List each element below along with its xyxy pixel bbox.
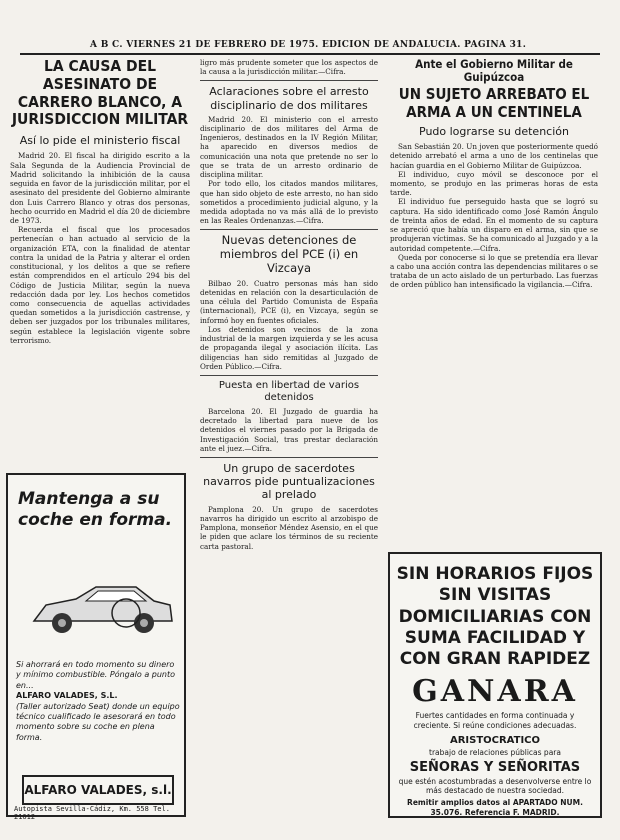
paragraph: San Sebastián 20. Un joven que posteriormente quedó detenido arrebató el arma a uno de los centinelas que hacían guardia en el Gobierno Militar de Guipúzcoa.	[390, 142, 598, 170]
ad-copy: trabajo de relaciones públicas para	[429, 747, 561, 757]
paragraph: Queda por conocerse si lo que se pretendía era llevar a cabo una acción contra las dependencias militares o se trataba de un acto aislado de un perturbado. Las fuerzas de orden público han intensificado la vigilancia.—Cifra.	[390, 252, 598, 290]
article-body	[200, 407, 378, 453]
divider	[200, 375, 378, 376]
ad-contact: Remitir amplios datos al APARTADO NUM. 35.076. Referencia F. MADRID.	[407, 798, 583, 817]
column-left	[10, 58, 190, 345]
divider	[200, 229, 378, 230]
divider	[200, 457, 378, 458]
job-ad	[388, 552, 602, 818]
dealer-address: Autopista Sevilla-Cádiz, Km. 558 Tel. 21612	[14, 805, 170, 821]
car-service-ad	[6, 473, 186, 821]
ad-copy: que estén acostumbradas a desenvolverse entre lo más destacado de nuestra sociedad.	[398, 776, 592, 796]
article-body	[200, 279, 378, 371]
ad-headline: Mantenga a su coche en forma.	[18, 489, 173, 531]
article-headline: UN SUJETO ARREBATO EL ARMA A UN CENTINELA	[398, 85, 590, 121]
article-body	[200, 505, 378, 551]
ad-copy: Fuertes cantidades en forma continuada y creciente. Si reúne condiciones adecuadas.	[413, 711, 577, 730]
article-headline: LA CAUSA DEL ASESINATO DE CARRERO BLANCO, A JURISDICCION MILITAR	[11, 57, 189, 129]
paragraph: El individuo, cuyo móvil se desconoce por el momento, se produjo en las primeras horas de esta tarde.	[390, 169, 598, 198]
article-subtitle: Así lo pide el ministerio fiscal	[19, 134, 181, 148]
ad-headline: SIN HORARIOS FIJOS SIN VISITAS DOMICILIARIAS CON SUMA FACILIDAD Y CON GRAN RAPIDEZ	[396, 564, 594, 669]
ad-copy-text: Si ahorrará en todo momento su dinero y mínimo combustible. Póngalo a punto en...	[16, 660, 176, 690]
dealer-name: ALFARO VALADES, S.L.	[16, 691, 118, 701]
column-middle	[200, 58, 378, 551]
ad-target: SEÑORAS Y SEÑORITAS	[409, 759, 581, 775]
article-subtitle: Pudo lograrse su detención	[419, 124, 569, 138]
paragraph: Los detenidos son vecinos de la zona industrial de la margen izquierda y se les acusa de propaganda ilegal y asociación ilícita. Las diligencias han sido remitidas al Juzgado de Orden Público.—Cifra.	[200, 324, 378, 371]
paragraph: El individuo fue perseguido hasta que se logró su captura. Ha sido identificado como José Ramón Ángulo de treinta años de edad. En el momento de su captura se apreció que había un disparo en el arma, sin que se produjeran víctimas. Se ha comunicado al Juzgado y a la autoridad competente.—Cifra.	[390, 197, 598, 253]
paragraph: Bilbao 20. Cuatro personas más han sido detenidas en relación con la desarticulación de una célula del Partido Comunista de España (internacional), PCE (i), en Vizcaya, según se informó hoy en fuentes oficiales.	[200, 278, 378, 325]
paragraph: ligro más prudente someter que los aspectos de la causa a la jurisdicción militar.—Cifra.	[200, 58, 378, 77]
article-body	[200, 115, 378, 226]
ad-brand: GANARA	[412, 674, 578, 710]
car-illustration	[26, 575, 176, 645]
article-headline: Un grupo de sacerdotes navarros pide puntualizaciones al prelado	[203, 462, 375, 502]
article-body	[390, 142, 598, 290]
paragraph: Por todo ello, los citados mandos militares, que han sido objeto de este arresto, no han sido sometidos a procedimiento judicial alguno, y la medida adoptada no va más allá de lo previsto en las Reales Ordenanzas.—Cifra.	[200, 179, 378, 226]
page-header: A B C. VIERNES 21 DE FEBRERO DE 1975. EDICION DE ANDALUCIA. PAGINA 31.	[90, 40, 527, 50]
ad-subhead: ARISTOCRATICO	[449, 734, 541, 746]
article-body	[10, 151, 190, 345]
article-headline: Aclaraciones sobre el arresto disciplinario de dos militares	[209, 85, 369, 112]
paragraph: Recuerda el fiscal que los procesados pertenecían o han actuado al servicio de la organización ETA, con la finalidad de atentar contra la unidad de la Patria y alterar el orden constitucional, y los delitos a que se refiere están comprendidos en el artículo 294 bis del Código de Justicia Militar, según la nueva redacción dada por ley. Los hechos cometidos como consecuencia de aquellas actividades quedan sometidos a la jurisdicción castrense, y deben ser juzgados por los tribunales militares, según establece la legislación vigente sobre terrorismo.	[10, 225, 190, 345]
article-headline: Nuevas detenciones de miembros del PCE (i) en Vizcaya	[219, 233, 359, 276]
paragraph: Barcelona 20. El Juzgado de guardia ha decretado la libertad para nueve de los detenidos el viernes pasado por la Brigada de Investigación Social, tras prestar declaración ante el juez.—Cifra.	[200, 407, 378, 453]
dealer-note: (Taller autorizado Seat) donde un equipo técnico cualificado le asesorará en todo momento sobre su coche en plena forma.	[16, 701, 180, 742]
dealer-logo: ALFARO VALADES, s.l.	[22, 775, 174, 805]
continued-text	[200, 58, 378, 76]
article-headline: Puesta en libertad de varios detenidos	[218, 380, 360, 404]
divider	[200, 80, 378, 81]
paragraph: Madrid 20. El fiscal ha dirigido escrito a la Sala Segunda de la Audiencia Provincial de Madrid solicitando la inhibición de la causa seguida en favor de la jurisdicción militar, por el asesinato del presidente del Gobierno almirante don Luis Carrero Blanco y otras dos personas, hecho ocurrido en Madrid el día 20 de diciembre de 1973.	[10, 151, 190, 225]
column-right	[390, 58, 598, 290]
article-kicker: Ante el Gobierno Militar de Guipúzcoa	[415, 57, 573, 85]
paragraph: Pamplona 20. Un grupo de sacerdotes navarros ha dirigido un escrito al arzobispo de Pamplona, monseñor Méndez Asensio, en el que le piden que aclare los términos de su reciente carta pastoral.	[200, 504, 378, 551]
paragraph: Madrid 20. El ministerio con el arresto disciplinario de dos militares del Arma de Ingenieros, destinados en la IV Región Militar, ha aparecido en diversos medios de comunicación una nota que pretende no ser lo que se trata de un arresto ordinario de disciplina militar.	[200, 114, 378, 180]
header-rule	[20, 53, 600, 55]
ad-copy	[16, 660, 181, 743]
